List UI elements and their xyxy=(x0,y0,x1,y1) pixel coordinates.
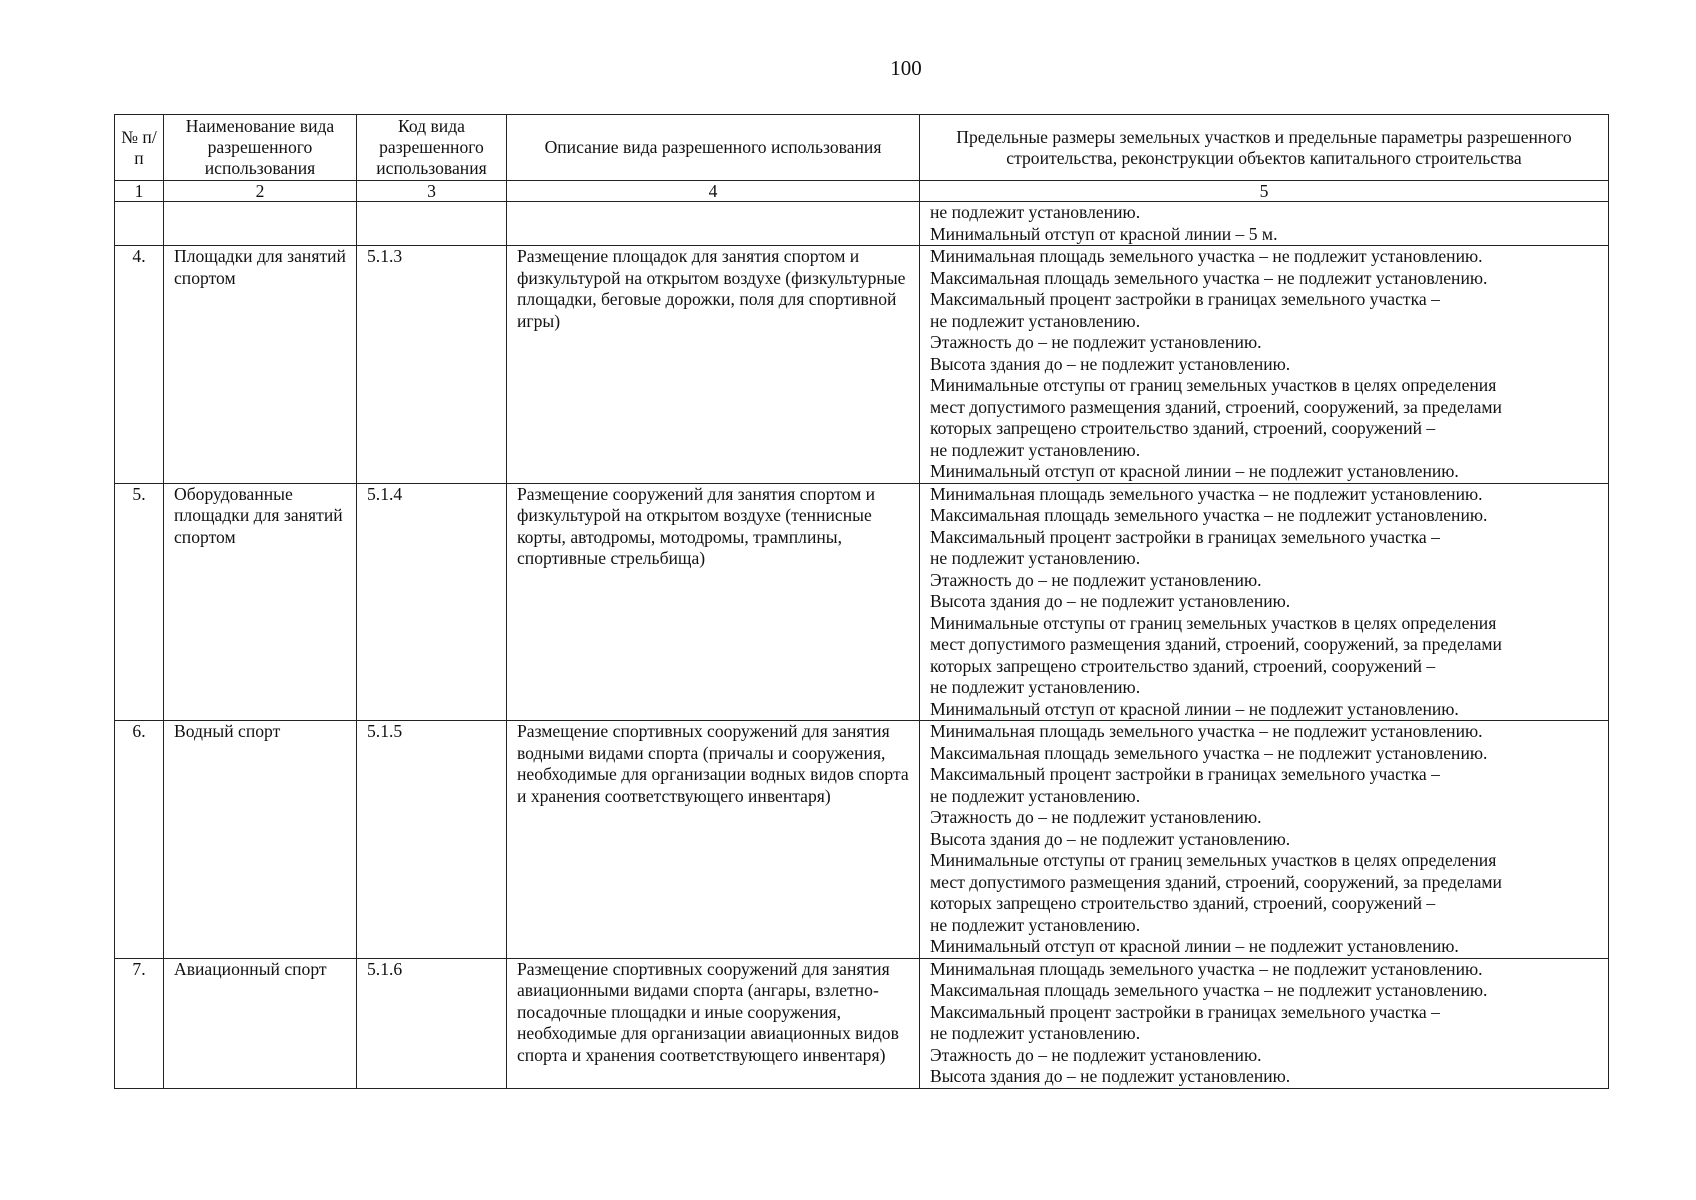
param-line: Максимальный процент застройки в границах земельного участка – xyxy=(930,764,1440,784)
param-line: Максимальная площадь земельного участка – не подлежит установлению. xyxy=(930,267,1488,288)
use-description-text: Размещение спортивных сооружений для занятия водными видами спорта (причалы и сооружения, необходимые для организации водных видов спорта и хранения соответствующего инвентаря) xyxy=(517,721,909,806)
row-number xyxy=(115,958,164,1088)
param-line: не подлежит установлению. xyxy=(930,310,1141,331)
param-line: Этажность до – не подлежит установлению. xyxy=(930,332,1262,352)
use-description-text: Размещение сооружений для занятия спортом и физкультурой на открытом воздухе (теннисные корты, автодромы, мотодромы, трамплины, спортивные стрельбища) xyxy=(517,483,876,568)
param-line: Этажность до – не подлежит установлению. xyxy=(930,1044,1262,1065)
column-number: 3 xyxy=(357,181,507,202)
use-description xyxy=(507,483,920,721)
param-line: мест допустимого размещения зданий, строений, сооружений, за пределами xyxy=(930,396,1502,417)
use-name-text: Авиационный спорт xyxy=(174,958,327,979)
param-line: не подлежит установлению. xyxy=(930,677,1141,697)
table-row xyxy=(115,958,1609,1088)
param-line: Минимальный отступ от красной линии – не подлежит установлению. xyxy=(930,936,1459,956)
param-line: не подлежит установлению. xyxy=(930,548,1141,568)
param-line: Максимальная площадь земельного участка – не подлежит установлению. xyxy=(930,980,1488,1000)
param-line: Минимальные отступы от границ земельных участков в целях определения xyxy=(930,375,1497,395)
header-name: Наименование вида разрешенного использования xyxy=(164,115,357,181)
header-number: № п/п xyxy=(115,115,164,181)
param-line: Минимальные отступы от границ земельных участков в целях определения xyxy=(930,612,1497,633)
row-number xyxy=(115,246,164,484)
param-line: не подлежит установлению. xyxy=(930,202,1141,222)
use-description xyxy=(507,202,920,246)
use-name-text: Оборудованные площадки для занятий спортом xyxy=(174,483,343,547)
row-number-text: 6. xyxy=(132,721,146,741)
use-name xyxy=(164,246,357,484)
use-code xyxy=(357,202,507,246)
param-line: Минимальные отступы от границ земельных участков в целях определения xyxy=(930,850,1497,870)
land-use-table xyxy=(114,114,1609,1089)
use-code-text: 5.1.4 xyxy=(367,483,403,504)
param-line: не подлежит установлению. xyxy=(930,1023,1141,1043)
use-params xyxy=(920,483,1609,721)
use-params xyxy=(920,721,1609,959)
use-code xyxy=(357,246,507,484)
use-code xyxy=(357,721,507,959)
table-row xyxy=(115,202,1609,246)
column-number: 4 xyxy=(507,181,920,202)
row-number-text: 7. xyxy=(132,958,146,979)
param-line: Максимальный процент застройки в границах земельного участка – xyxy=(930,1001,1440,1022)
row-number xyxy=(115,483,164,721)
header-params: Предельные размеры земельных участков и предельные параметры разрешенного строительства, реконструкции объектов капитального строительства xyxy=(920,115,1609,181)
use-description-text: Размещение спортивных сооружений для занятия авиационными видами спорта (ангары, взлетно-посадочные площадки и иные сооружения, необходимые для организации авиационных видов спорта и хранения соответствующего инвентаря) xyxy=(517,958,899,1065)
use-code-text: 5.1.3 xyxy=(367,246,403,266)
use-name-text: Водный спорт xyxy=(174,721,281,741)
use-description xyxy=(507,246,920,484)
param-line: Максимальный процент застройки в границах земельного участка – xyxy=(930,526,1440,547)
param-line: Минимальная площадь земельного участка – не подлежит установлению. xyxy=(930,721,1483,741)
param-line: не подлежит установлению. xyxy=(930,914,1141,935)
header-description: Описание вида разрешенного использования xyxy=(507,115,920,181)
param-line: Минимальный отступ от красной линии – не подлежит установлению. xyxy=(930,461,1459,481)
header-row xyxy=(115,115,1609,181)
param-line: Максимальный процент застройки в границах земельного участка – xyxy=(930,289,1440,309)
param-line: мест допустимого размещения зданий, строений, сооружений, за пределами xyxy=(930,634,1502,654)
table-body xyxy=(115,202,1609,1089)
param-line: Минимальный отступ от красной линии – не подлежит установлению. xyxy=(930,698,1459,719)
use-code-text: 5.1.5 xyxy=(367,721,403,741)
use-code-text: 5.1.6 xyxy=(367,958,403,979)
param-line: Минимальный отступ от красной линии – 5 м. xyxy=(930,223,1278,244)
use-name xyxy=(164,721,357,959)
table-row xyxy=(115,483,1609,721)
header-code: Код вида разрешенного использования xyxy=(357,115,507,181)
row-number-text: 4. xyxy=(132,246,146,266)
column-number: 1 xyxy=(115,181,164,202)
use-name xyxy=(164,202,357,246)
param-line: Высота здания до – не подлежит установлению. xyxy=(930,828,1291,849)
use-description xyxy=(507,721,920,959)
param-line: Этажность до – не подлежит установлению. xyxy=(930,807,1262,827)
param-line: Минимальная площадь земельного участка – не подлежит установлению. xyxy=(930,958,1483,979)
page-number: 100 xyxy=(890,56,922,80)
param-line: Высота здания до – не подлежит установлению. xyxy=(930,1066,1291,1086)
use-code xyxy=(357,483,507,721)
param-line: мест допустимого размещения зданий, строений, сооружений, за пределами xyxy=(930,871,1502,892)
use-description xyxy=(507,958,920,1088)
param-line: которых запрещено строительство зданий, строений, сооружений – xyxy=(930,418,1436,438)
use-code xyxy=(357,958,507,1088)
param-line: не подлежит установлению. xyxy=(930,439,1141,460)
param-line: не подлежит установлению. xyxy=(930,785,1141,806)
param-line: Минимальная площадь земельного участка – не подлежит установлению. xyxy=(930,246,1483,266)
use-params xyxy=(920,246,1609,484)
use-description-text: Размещение площадок для занятия спортом и физкультурой на открытом воздухе (физкультурные площадки, беговые дорожки, поля для спортивной игры) xyxy=(517,246,906,331)
use-name-text: Площадки для занятий спортом xyxy=(174,246,346,288)
use-params xyxy=(920,202,1609,246)
param-line: Минимальная площадь земельного участка – не подлежит установлению. xyxy=(930,483,1483,504)
row-number xyxy=(115,721,164,959)
row-number-text: 5. xyxy=(132,483,146,504)
use-name xyxy=(164,483,357,721)
column-number: 2 xyxy=(164,181,357,202)
param-line: которых запрещено строительство зданий, строений, сооружений – xyxy=(930,893,1436,913)
use-params xyxy=(920,958,1609,1088)
param-line: которых запрещено строительство зданий, строений, сооружений – xyxy=(930,655,1436,676)
param-line: Высота здания до – не подлежит установлению. xyxy=(930,591,1291,611)
param-line: Максимальная площадь земельного участка – не подлежит установлению. xyxy=(930,742,1488,763)
param-line: Этажность до – не подлежит установлению. xyxy=(930,569,1262,590)
table-row xyxy=(115,721,1609,959)
table-row xyxy=(115,246,1609,484)
row-number xyxy=(115,202,164,246)
column-number: 5 xyxy=(920,181,1609,202)
column-number-row xyxy=(115,181,1609,202)
use-name xyxy=(164,958,357,1088)
param-line: Максимальная площадь земельного участка – не подлежит установлению. xyxy=(930,505,1488,525)
param-line: Высота здания до – не подлежит установлению. xyxy=(930,353,1291,374)
